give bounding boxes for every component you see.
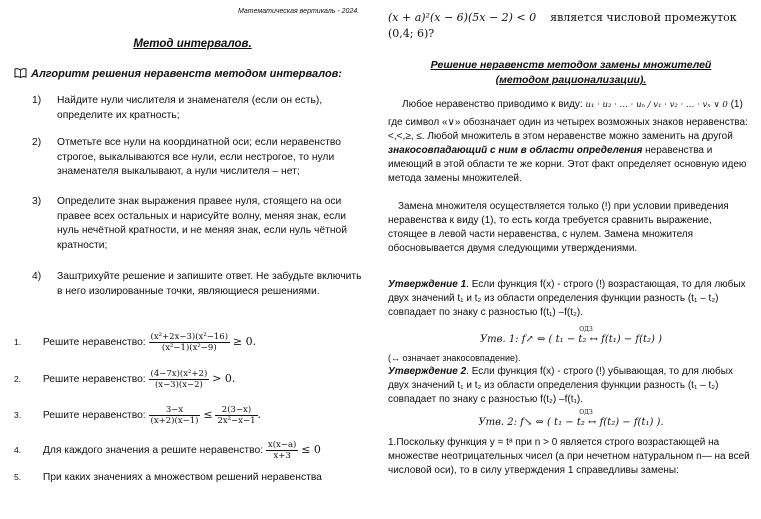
- statement-2: Утверждение 2. Если функция f(x) - строго (!) убывающая, то для любых двух значений t₁ и t₂ из области определения функции разность (t₁ – t₂) совпадает по знаку с разностью f(t₂) –f(t₁).: [388, 366, 733, 405]
- task-number: 5.: [14, 472, 22, 482]
- algorithm-step: [32, 270, 367, 299]
- step-text: Заштрихуйте решение и запишите ответ. Не забудьте включить в него изолированные точки, являющиеся решениями.: [57, 271, 362, 297]
- statement-1: Утверждение 1. Если функция f(x) - строго (!) возрастающая, то для любых двух значений t₁ и t₂ из области определения функции разность (t₁ – t₂) совпадает по знаку с разностью f(t₁) –f(t₂).: [388, 279, 746, 318]
- intro-line: Любое неравенство приводимо к виду: u₁ · u₂ · … · uₙ / v₁ · v₂ · … · vₙ ∨ 0 (1): [402, 99, 743, 110]
- fraction: $\frac{\text{(4−7x)(x²+2)}}{(x-3)(x-2)}$: [150, 369, 208, 390]
- fraction: $\frac{\text{(x²+2x−3)(x²−16)}}{\text{(x²−1)(x²−9)}}$: [150, 332, 229, 353]
- task-item: [14, 470, 322, 485]
- inequality-rhs: ≥ 0.: [232, 335, 257, 349]
- algorithm-title: Алгоритм решения неравенств методом интервалов:: [31, 68, 342, 80]
- paragraph: Замена множителя осуществляется только (!) при условии приведения неравенства к виду (1), то есть когда требуется сравнить выражение, стоящее в левой части неравенства, с нулем. Замена множителя обосновывается двумя следующими утверждениями.: [388, 201, 729, 254]
- paragraph: где символ «∨» обозначает один из четырех возможных знаков неравенства: <,<,≥, ≤. Любой множитель в этом неравенстве можно заменить на другой знакосовпадающий с ним в области определения неравенства и имеющий в этой области те же корни. Этот факт определяет основную идею метода замены множителей.: [388, 117, 748, 184]
- step-text: Определите знак выражения правее нуля, стоящего на оси правее всех остальных и нарисуйте волну, меняя знак, если нуль нечётной кратности, и не меняя знак, если нуль чётной кратности;: [57, 196, 348, 251]
- task-label: Решите неравенство:: [42, 410, 146, 422]
- task-item: [14, 369, 235, 390]
- task-item: 3. Решите неравенство: $\frac{3-x}{(x+2)(x-1)}$ ≤ $\frac{2(3-x)}{\text{2x²−x−1}}$ .: [14, 405, 261, 426]
- algorithm-step: [32, 136, 367, 180]
- step-text: Отметьте все нули на координатной оси; если неравенство строгое, выкалываются все нули, если нестрогое, то нули знаменателя выкалывают, а нули числителя – нет;: [57, 137, 341, 177]
- task-number: 4.: [14, 445, 22, 456]
- fraction: $\frac{3-x}{(x+2)(x-1)}$: [150, 405, 199, 426]
- inequality-rhs: ≤ 0: [301, 443, 321, 457]
- fraction: $\frac{x(x-a)}{x+3}$: [267, 440, 297, 461]
- book-icon: [14, 68, 27, 78]
- step-number: 4): [32, 271, 42, 282]
- algorithm-step: [32, 94, 367, 123]
- algorithm-heading: [14, 68, 342, 80]
- header-note: Математическая вертикаль - 2024.: [238, 8, 360, 15]
- section-title: Решение неравенств методом замены множителей (методом рационализации).: [430, 59, 712, 86]
- statement-1-formula: ОДЗ Утв. 1: f↗ ⇔ ( t₁ − t₂ ↔ f(t₁) − f(t₂) ): [479, 326, 663, 345]
- task-label: При каких значениях a множеством решений неравенства: [42, 472, 322, 483]
- step-number: 3): [32, 196, 42, 207]
- paragraph: 1.Поскольку функция y = tᵃ при n > 0 является строго возрастающей на множестве неотрицательных чисел (а при нечетном натуральном n— на всей числовой оси), то в силу утверждения 1 справедливы замены:: [388, 437, 750, 476]
- fraction: $\frac{2(3-x)}{\text{2x²−x−1}}$: [217, 405, 256, 426]
- task5-continuation: (x + a)²(x − 6)(5x − 2) < 0 является числовой промежуток (0,4; 6)?: [388, 11, 737, 40]
- task-label: Решите неравенство:: [42, 337, 146, 349]
- task-number: 1.: [14, 337, 22, 348]
- task-number: 3.: [14, 410, 22, 421]
- task-label: Решите неравенство:: [42, 374, 146, 386]
- step-number: 1): [32, 95, 42, 106]
- statement-2-formula: ОДЗ Утв. 2: f↘ ⇔ ( t₁ − t₂ ↔ f(t₂) − f(t₁) ).: [478, 409, 664, 428]
- inequality-sign: ≤: [203, 408, 213, 422]
- task-item: [14, 440, 321, 461]
- task-item: [14, 332, 256, 353]
- step-text: Найдите нули числителя и знаменателя (если он есть), определите их кратность;: [57, 95, 323, 121]
- task-number: 2.: [14, 374, 22, 385]
- page-title: Метод интервалов.: [133, 38, 252, 50]
- algorithm-step: [32, 195, 367, 253]
- general-form-formula: u₁ · u₂ · … · uₙ / v₁ · v₂ · … · vₙ ∨ 0: [585, 100, 728, 110]
- arrow-note: (↔ означает знакосовпадение).: [388, 353, 521, 363]
- inequality-rhs: > 0.: [212, 372, 236, 386]
- step-number: 2): [32, 137, 42, 148]
- task-label: Для каждого значения a решите неравенство:: [42, 445, 264, 457]
